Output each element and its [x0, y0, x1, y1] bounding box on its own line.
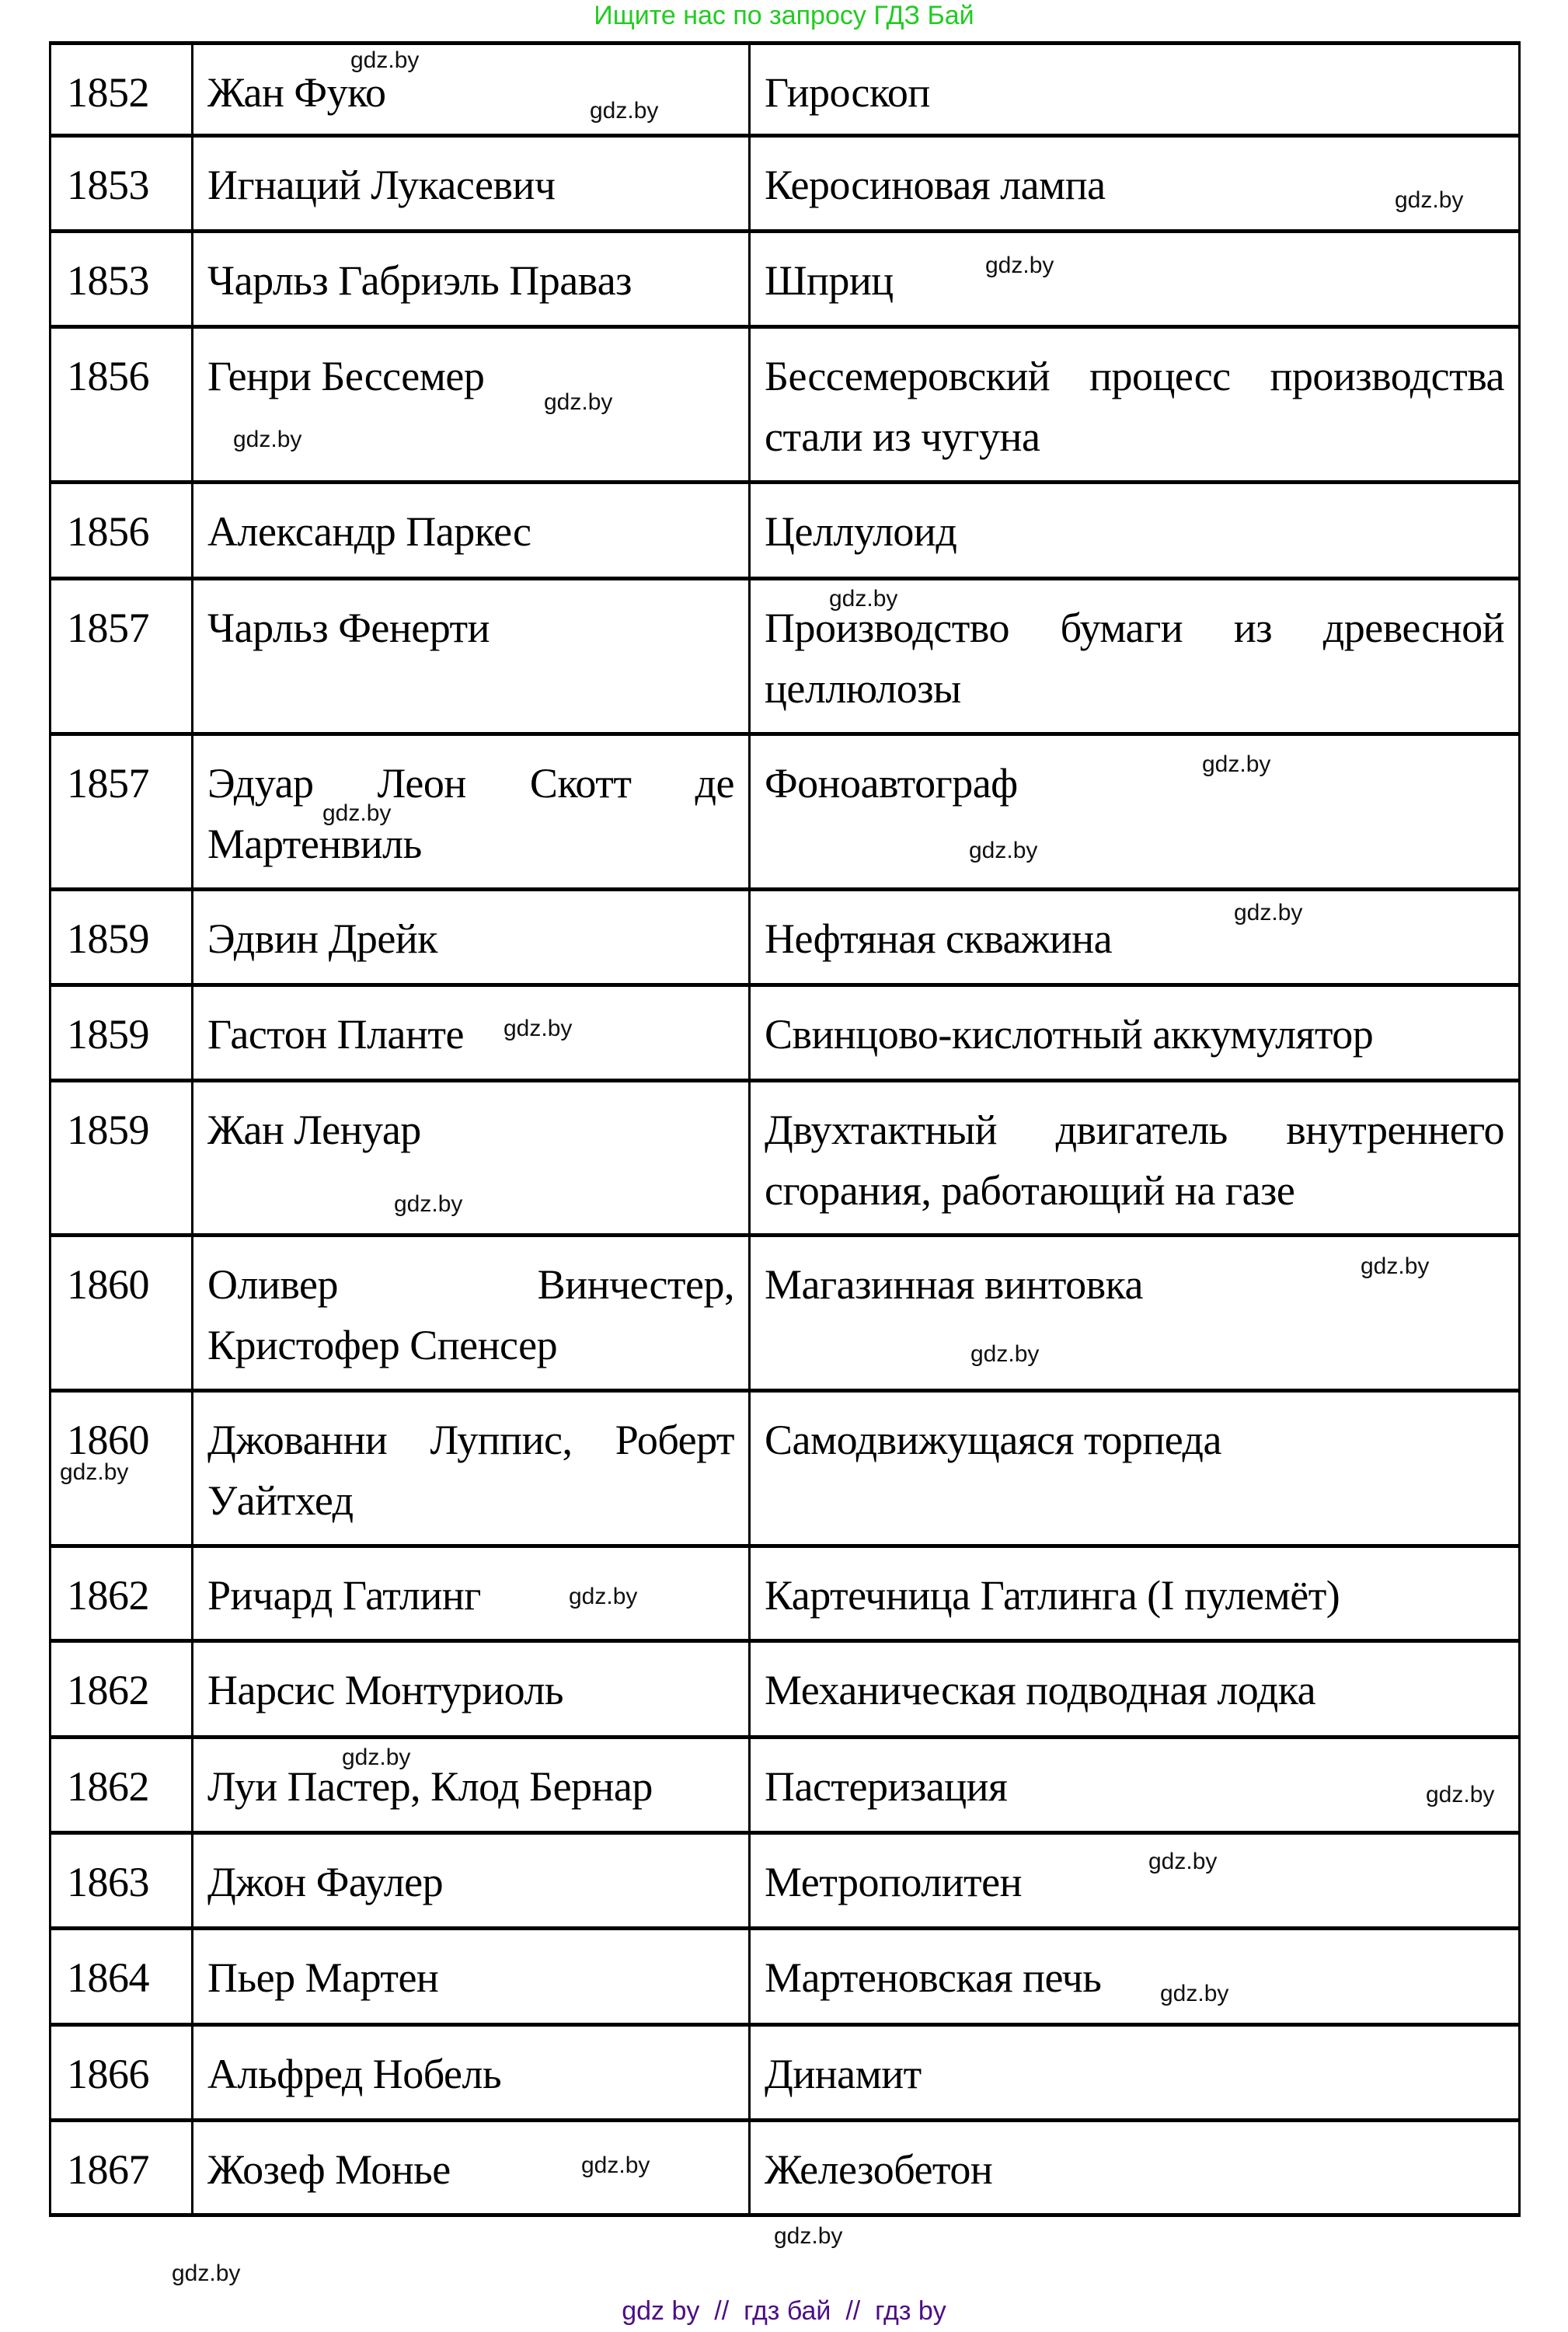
table-row: [51, 1082, 1518, 1237]
invention-cell: Мартеновская печь: [765, 1954, 1102, 2001]
watermark-text: gdz.by: [60, 1459, 129, 1485]
table-row: [51, 1393, 1518, 1548]
watermark-text: gdz.by: [544, 389, 613, 415]
year-cell: 1859: [51, 1082, 193, 1233]
invention-cell: Динамит: [765, 2051, 922, 2097]
watermark-text: gdz.by: [1426, 1782, 1495, 1807]
inventor-cell: Луи Пастер, Клод Бернар: [193, 1739, 751, 1831]
year-cell: 1859: [51, 891, 193, 983]
invention-cell: Фоноавтограф: [765, 760, 1018, 807]
inventor-cell: Жан Фуко: [193, 45, 751, 134]
year-cell: 1864: [51, 1930, 193, 2023]
year-cell: 1857: [51, 580, 193, 732]
invention-cell: Нефтяная скважина: [765, 915, 1113, 962]
table-row: [51, 1548, 1518, 1643]
site-footer-links[interactable]: gdz by // гдз бай // гдз by: [622, 2296, 946, 2326]
watermark-text: gdz.by: [985, 253, 1054, 278]
watermark-text: gdz.by: [1148, 1849, 1218, 1874]
inventions-table: [49, 41, 1521, 2217]
invention-cell: Производство бумаги из древесной целлюлозы: [765, 605, 1504, 712]
watermark-text: gdz.by: [233, 427, 302, 452]
table-row: [51, 736, 1518, 891]
watermark-text: gdz.by: [774, 2223, 843, 2249]
watermark-text: gdz.by: [1361, 1253, 1430, 1279]
table-row: [51, 1739, 1518, 1835]
inventor-cell: Чарльз Габриэль Правaз: [193, 233, 751, 325]
invention-cell: Магазинная винтовка: [765, 1261, 1143, 1308]
inventor-cell: Альфред Нобель: [193, 2027, 751, 2118]
inventor-cell: Эдуар Леон Скотт де Мартенвиль: [193, 736, 751, 887]
invention-cell: Двухтактный двигатель внутреннего сгорания, работающий на газе: [765, 1107, 1504, 1214]
inventor-cell: Эдвин Дрейк: [193, 891, 751, 983]
search-hint-banner: Ищите нас по запросу ГДЗ Бай: [594, 1, 974, 30]
watermark-text: gdz.by: [581, 2152, 650, 2178]
watermark-text: gdz.by: [350, 47, 420, 73]
invention-cell: Механическая подводная лодка: [765, 1667, 1316, 1713]
year-cell: 1867: [51, 2122, 193, 2213]
invention-cell: Картечница Гатлинга (I пулемёт): [765, 1572, 1340, 1619]
table-row: [51, 580, 1518, 736]
year-cell: 1856: [51, 329, 193, 480]
watermark-text: gdz.by: [342, 1745, 411, 1770]
inventor-cell: Джованни Луппис, Роберт Уайтхед: [193, 1393, 751, 1544]
watermark-text: gdz.by: [504, 1016, 573, 1041]
table-row: [51, 1643, 1518, 1739]
year-cell: 1856: [51, 484, 193, 577]
watermark-text: gdz.by: [569, 1584, 638, 1609]
year-cell: 1866: [51, 2027, 193, 2118]
watermark-text: gdz.by: [1395, 187, 1464, 213]
table-row: [51, 1237, 1518, 1393]
invention-cell: Целлулоид: [765, 508, 957, 555]
table-row: [51, 987, 1518, 1082]
inventor-cell: Александр Паркес: [193, 484, 751, 577]
invention-cell: Пастеризация: [765, 1763, 1008, 1810]
inventor-cell: Генри Бессемер: [193, 329, 751, 480]
inventor-cell: Джон Фаулер: [193, 1835, 751, 1926]
year-cell: 1860: [51, 1237, 193, 1389]
table-row: [51, 1930, 1518, 2027]
watermark-text: gdz.by: [394, 1191, 463, 1217]
watermark-text: gdz.by: [1234, 900, 1303, 925]
invention-cell: Бессемеровский процесс производства стали из чугуна: [765, 353, 1504, 460]
invention-cell: Свинцово-кислотный аккумулятор: [765, 1011, 1374, 1058]
watermark-text: gdz.by: [969, 838, 1038, 863]
invention-cell: Самодвижущаяся торпеда: [765, 1417, 1221, 1463]
table-row: [51, 2027, 1518, 2122]
watermark-text: gdz.by: [322, 800, 392, 826]
table-row: [51, 45, 1518, 138]
year-cell: 1853: [51, 138, 193, 229]
year-cell: 1857: [51, 736, 193, 887]
year-cell: 1859: [51, 987, 193, 1079]
table-row: [51, 138, 1518, 233]
watermark-text: gdz.by: [1202, 751, 1271, 777]
watermark-text: gdz.by: [829, 586, 898, 612]
table-row: [51, 233, 1518, 329]
inventor-cell: Оливер Винчестер, Кристофер Спенсер: [193, 1237, 751, 1389]
inventor-cell: Ричард Гатлинг: [193, 1548, 751, 1639]
year-cell: 1862: [51, 1548, 193, 1639]
watermark-text: gdz.by: [590, 98, 659, 124]
invention-cell: Гироскоп: [765, 69, 930, 116]
table-row: [51, 1835, 1518, 1930]
invention-cell: Керосиновая лампа: [765, 162, 1106, 208]
table-row: [51, 329, 1518, 484]
year-cell: 1852: [51, 45, 193, 134]
watermark-text: gdz.by: [970, 1341, 1040, 1367]
inventor-cell: Чарльз Фенерти: [193, 580, 751, 732]
invention-cell: Метрополитен: [765, 1859, 1023, 1905]
year-cell: 1853: [51, 233, 193, 325]
table-row: [51, 2122, 1518, 2217]
inventor-cell: Гастон Планте: [193, 987, 751, 1079]
year-cell: 1862: [51, 1643, 193, 1735]
year-cell: 1863: [51, 1835, 193, 1926]
invention-cell: Шприц: [765, 257, 894, 304]
table-row: [51, 484, 1518, 580]
inventor-cell: Пьер Мартен: [193, 1930, 751, 2023]
watermark-text: gdz.by: [172, 2261, 241, 2286]
watermark-text: gdz.by: [1160, 1981, 1229, 2006]
inventor-cell: Жозеф Монье: [193, 2122, 751, 2213]
year-cell: 1862: [51, 1739, 193, 1831]
inventor-cell: Игнаций Лукасевич: [193, 138, 751, 229]
inventor-cell: Жан Ленуар: [193, 1082, 751, 1233]
year-cell: 1860: [51, 1393, 193, 1544]
invention-cell: Железобетон: [765, 2146, 993, 2193]
inventor-cell: Нарсис Монтуриоль: [193, 1643, 751, 1735]
